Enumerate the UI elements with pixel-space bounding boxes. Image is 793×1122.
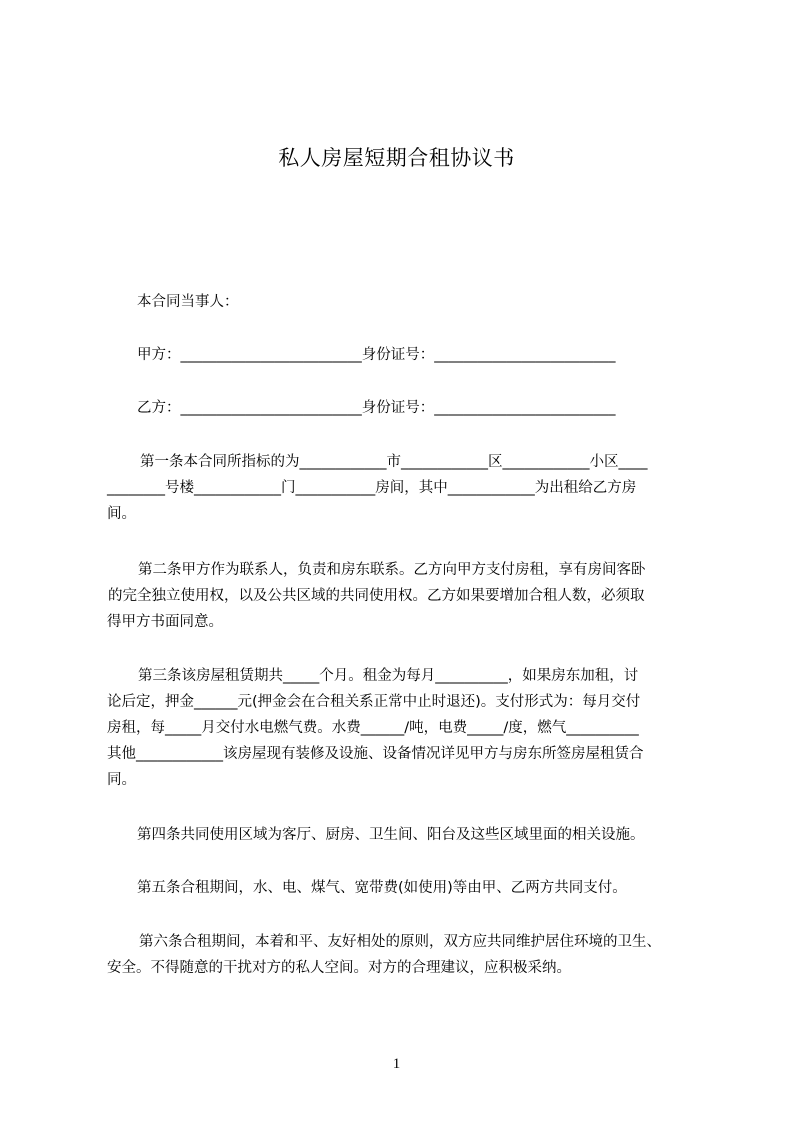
article-1-line: ________号楼____________门___________房间，其中____________为出租给乙方房 xyxy=(107,480,637,496)
article-3-line: 其他____________该房屋现有装修及设施、设备情况详见甲方与房东所签房屋租赁合 xyxy=(107,746,644,762)
party-b-row xyxy=(137,398,616,418)
article-4-line: 第四条共同使用区域为客厅、厨房、卫生间、阳台及这些区域里面的相关设施。 xyxy=(137,827,645,843)
party-b-name-blank[interactable]: _________________________ xyxy=(180,400,362,416)
article-3-line: 同。 xyxy=(107,772,136,788)
article-1-line: 第一条本合同所指标的为____________市____________区____________小区____ xyxy=(140,454,648,470)
article-3-line: 论后定，押金______元(押金会在合租关系正常中止时退还)。支付形式为：每月交付 xyxy=(107,694,641,710)
parties-heading: 本合同当事人： xyxy=(137,294,239,310)
party-a-label: 甲方： xyxy=(137,347,181,363)
article-2-line: 得甲方书面同意。 xyxy=(107,614,223,630)
article-2-line: 的完全独立使用权，以及公共区域的共同使用权。乙方如果要增加合租人数，必须取 xyxy=(108,588,645,604)
party-a-id-label: 身份证号： xyxy=(361,347,435,363)
party-a-row xyxy=(137,345,616,365)
article-6-line: 安全。不得随意的干扰对方的私人空间。对方的合理建议，应积极采纳。 xyxy=(107,960,571,976)
article-2-line: 第二条甲方作为联系人，负责和房东联系。乙方向甲方支付房租，享有房间客卧 xyxy=(138,562,646,578)
party-a-name-blank[interactable]: _________________________ xyxy=(180,347,362,363)
party-b-id-blank[interactable]: _________________________ xyxy=(434,400,616,416)
article-6-line: 第六条合租期间，本着和平、友好相处的原则，双方应共同维护居住环境的卫生、 xyxy=(139,934,661,950)
article-3-line: 房租，每_____月交付水电燃气费。水费______/吨，电费_____/度，燃气__________ xyxy=(107,720,639,736)
article-5-line: 第五条合租期间，水、电、煤气、宽带费(如使用)等由甲、乙两方共同支付。 xyxy=(137,880,627,896)
document-title: 私人房屋短期合租协议书 xyxy=(278,146,515,170)
party-b-id-label: 身份证号： xyxy=(361,400,435,416)
article-1-line: 间。 xyxy=(107,506,136,522)
party-a-id-blank[interactable]: _________________________ xyxy=(434,347,616,363)
page-number: 1 xyxy=(392,1056,401,1072)
article-3-line: 第三条该房屋租赁期共_____个月。租金为每月__________，如果房东加租，讨 xyxy=(138,668,639,684)
party-b-label: 乙方： xyxy=(137,400,181,416)
